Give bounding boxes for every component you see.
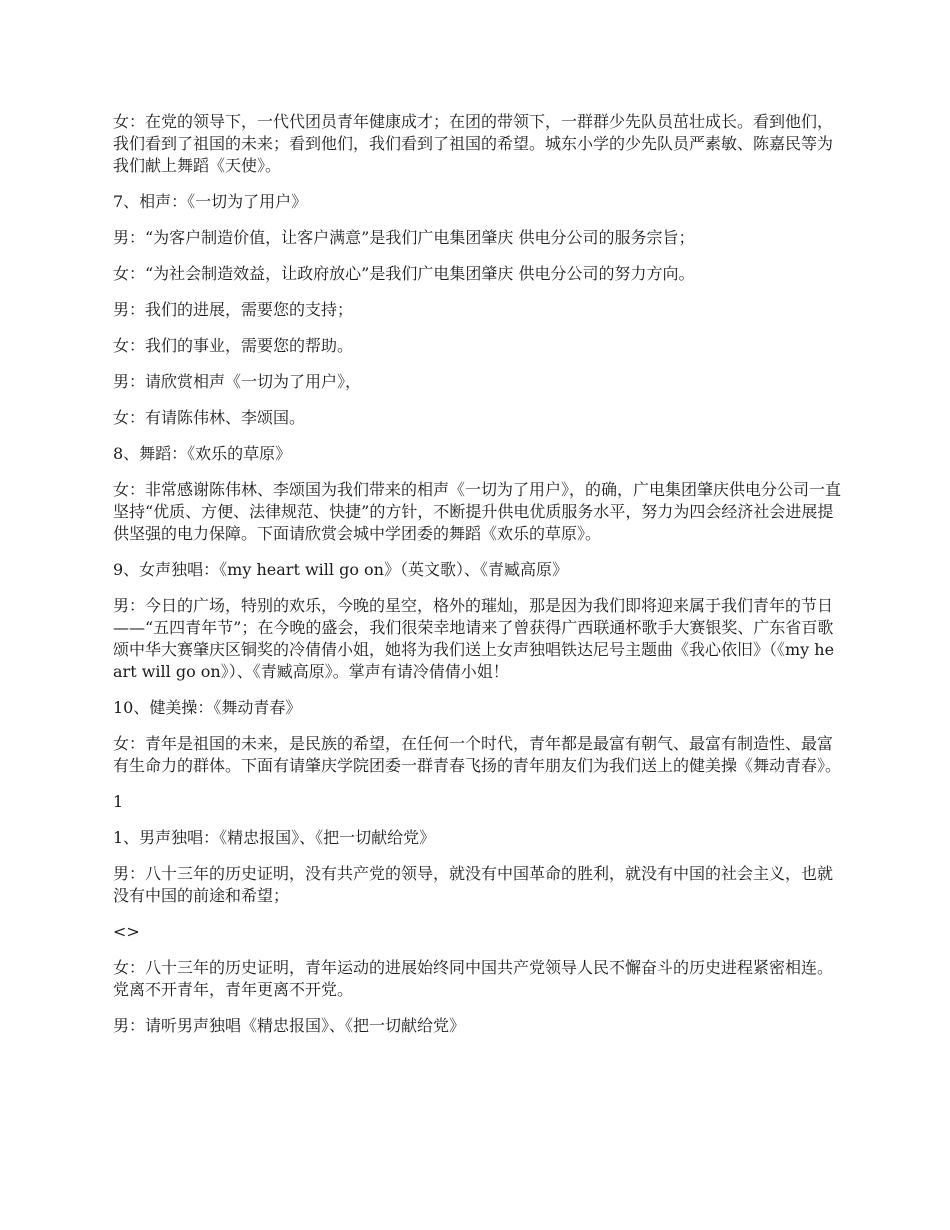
paragraph: 男：请欣赏相声《一切为了用户》， [113,372,362,391]
paragraph: 男：我们的进展，需要您的支持； [113,300,354,319]
section-heading: 1、男声独唱：《精忠报国》、《把一切献给党》 [113,828,436,847]
document-body [113,111,843,1051]
paragraph: 女：我们的事业，需要您的帮助。 [113,336,354,355]
section-heading: 10、健美操：《舞动青春》 [113,698,302,717]
section-heading: 8、舞蹈：《欢乐的草原》 [113,444,292,463]
paragraph: 男：“为客户制造价值，让客户满意”是我们广电集团肇庆 供电分公司的服务宗旨； [113,228,695,247]
paragraph: 女：“为社会制造效益，让政府放心”是我们广电集团肇庆 供电分公司的努力方向。 [113,264,695,283]
paragraph: 男：请听男声独唱《精忠报国》、《把一切献给党》 [113,1016,466,1035]
paragraph: 女：在党的领导下，一代代团员青年健康成才；在团的带领下，一群群少先队员茁壮成长。看到他们，我们看到了祖国的未来；看到他们，我们看到了祖国的希望。城东小学的少先队员严素敏、陈嘉民等为我们献上舞蹈《天使》。 [113,112,834,175]
placeholder-marker: <> [113,922,140,941]
paragraph: 女：青年是祖国的未来，是民族的希望，在任何一个时代，青年都是最富有朝气、最富有制造性、最富有生命力的群体。下面有请肇庆学院团委一群青春飞扬的青年朋友们为我们送上的健美操《舞动青春》。 [113,734,842,775]
section-heading: 7、相声：《一切为了用户》 [113,192,308,211]
paragraph: 女：八十三年的历史证明，青年运动的进展始终同中国共产党领导人民不懈奋斗的历史进程紧密相连。党离不开青年，青年更离不开党。 [113,958,834,999]
paragraph: 男：八十三年的历史证明，没有共产党的领导，就没有中国革命的胜利，就没有中国的社会主义，也就没有中国的前途和希望； [113,864,834,905]
section-heading: 9、女声独唱：《my heart will go on》（英文歌）、《青臧高原》 [113,560,568,579]
paragraph: 女：非常感谢陈伟林、李颂国为我们带来的相声《一切为了用户》，的确，广电集团肇庆供电分公司一直坚持“优质、方便、法律规范、快捷”的方针，不断提升供电优质服务水平，努力为四会经济社会进展提供坚强的电力保障。下面请欣赏会城中学团委的舞蹈《欢乐的草原》。 [113,480,842,543]
paragraph: 男：今日的广场，特别的欢乐，今晚的星空，格外的璀灿，那是因为我们即将迎来属于我们青年的节日——“五四青年节”；在今晚的盛会，我们很荣幸地请来了曾获得广西联通杯歌手大赛银奖、广东省百歌颂中华大赛肇庆区铜奖的冷倩倩小姐，她将为我们送上女声独唱铁达尼号主题曲《我心依旧》（《my heart will go on》）、《青臧高原》。掌声有请冷倩倩小姐！ [113,596,835,681]
paragraph: 女：有请陈伟林、李颂国。 [113,408,306,427]
page-number: 1 [113,792,124,811]
